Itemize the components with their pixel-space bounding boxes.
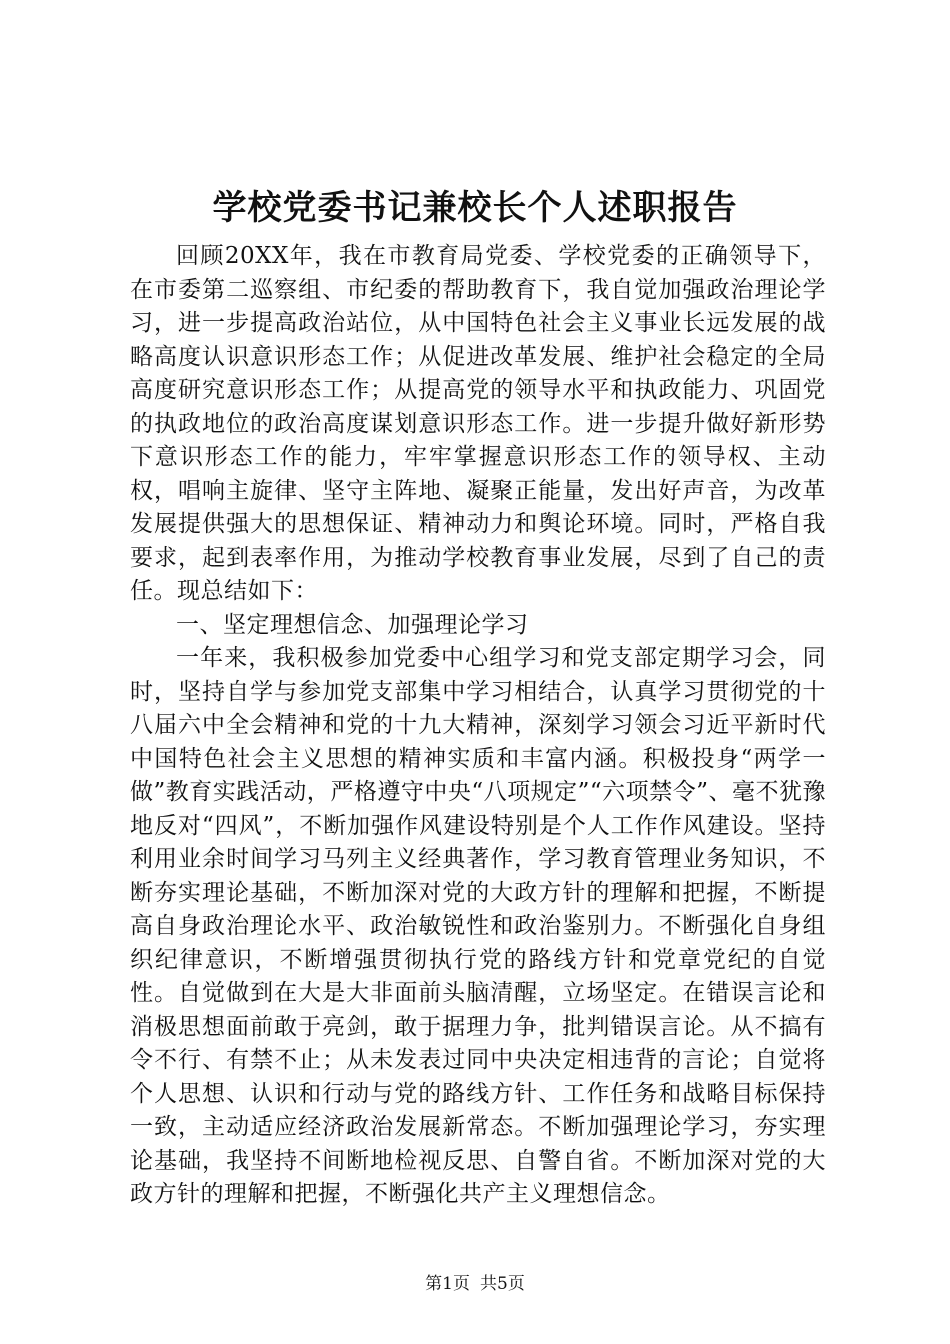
- page-footer: [0, 1272, 950, 1296]
- page-number-total: 共5页: [480, 1274, 525, 1294]
- document-title: 学校党委书记兼校长个人述职报告: [212, 188, 738, 228]
- paragraph-intro: 回顾20XX年，我在市教育局党委、学校党委的正确领导下，在市委第二巡察组、市纪委的帮助教育下，我自觉加强政治理论学习，进一步提高政治站位，从中国特色社会主义事业长远发展的战略高度认识意识形态工作；从促进改革发展、维护社会稳定的全局高度研究意识形态工作；从提高党的领导水平和执政能力、巩固党的执政地位的政治高度谋划意识形态工作。进一步提升做好新形势下意识形态工作的能力，牢牢掌握意识形态工作的领导权、主动权，唱响主旋律、坚守主阵地、凝聚正能量，发出好声音，为改革发展提供强大的思想保证、精神动力和舆论环境。同时，严格自我要求，起到表率作用，为推动学校教育事业发展，尽到了自己的责任。现总结如下：: [130, 243, 826, 604]
- page-number-current: 第1页: [425, 1274, 470, 1294]
- section-heading-1: 一、坚定理想信念、加强理论学习: [176, 611, 529, 638]
- paragraph-section-1: 一年来，我积极参加党委中心组学习和党支部定期学习会，同时，坚持自学与参加党支部集中学习相结合，认真学习贯彻党的十八届六中全会精神和党的十九大精神，深刻学习领会习近平新时代中国特色社会主义思想的精神实质和丰富内涵。积极投身“两学一做”教育实践活动，严格遵守中央“八项规定”“六项禁令”、毫不犹豫地反对“四风”，不断加强作风建设特别是个人工作作风建设。坚持利用业余时间学习马列主义经典著作，学习教育管理业务知识，不断夯实理论基础，不断加深对党的大政方针的理解和把握，不断提高自身政治理论水平、政治敏锐性和政治鉴别力。不断强化自身组织纪律意识，不断增强贯彻执行党的路线方针和党章党纪的自觉性。自觉做到在大是大非面前头脑清醒，立场坚定。在错误言论和消极思想面前敢于亮剑，敢于据理力争，批判错误言论。从不搞有令不行、有禁不止；从未发表过同中央决定相违背的言论；自觉将个人思想、认识和行动与党的路线方针、工作任务和战略目标保持一致，主动适应经济政治发展新常态。不断加强理论学习，夯实理论基础，我坚持不间断地检视反思、自警自省。不断加深对党的大政方针的理解和把握，不断强化共产主义理想信念。: [130, 645, 826, 1207]
- document-body: [130, 240, 826, 1212]
